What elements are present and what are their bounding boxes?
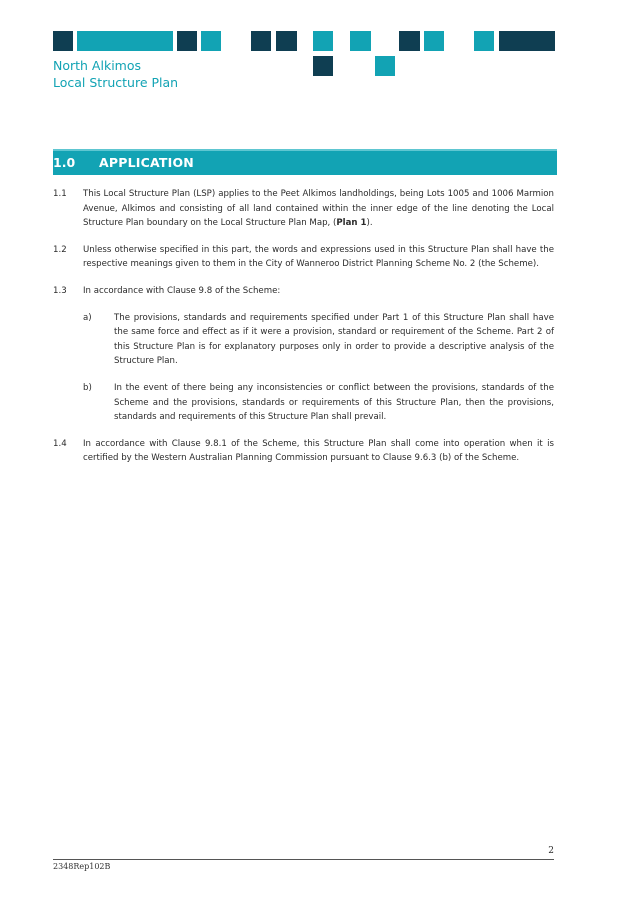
clause-text bbox=[83, 187, 554, 231]
section-title: APPLICATION bbox=[99, 155, 194, 170]
clause-text: In accordance with Clause 9.8.1 of the Scheme, this Structure Plan shall come into operation when it is certified by the Western Australian Planning Commission pursuant to Clause 9.6.3 (b) of the Scheme. bbox=[83, 438, 554, 464]
clause-number: 1.1 bbox=[53, 189, 67, 199]
clause-text: Unless otherwise specified in this part, the words and expressions used in this Structure Plan shall have the respective meanings given to them in the City of Wanneroo District Planning Scheme No. 2 (the Scheme). bbox=[83, 244, 554, 270]
logo-block bbox=[375, 56, 395, 76]
subclause-text: In the event of there being any inconsistencies or conflict between the provisions, standards of the Scheme and the provisions, standards or requirements of this Structure Plan, then the provisions, standards and requirements of this Structure Plan shall prevail. bbox=[114, 382, 554, 423]
section-heading bbox=[53, 149, 557, 175]
brand-line-2: Local Structure Plan bbox=[53, 75, 179, 90]
clause-1-2 bbox=[53, 243, 554, 272]
logo-block bbox=[251, 31, 271, 51]
subclause-label: b) bbox=[83, 382, 92, 393]
clause-text-part: ). bbox=[366, 218, 373, 229]
clause-1-1 bbox=[53, 187, 554, 231]
logo-block bbox=[53, 31, 73, 51]
subclause-label: a) bbox=[83, 312, 92, 323]
clause-number: 1.4 bbox=[53, 438, 67, 449]
logo-block bbox=[350, 31, 371, 51]
footer-divider bbox=[53, 859, 554, 860]
document-reference: 2348Rep102B bbox=[53, 862, 111, 871]
plan-reference: Plan 1 bbox=[336, 218, 367, 229]
logo-block bbox=[313, 56, 333, 76]
logo-block bbox=[276, 31, 297, 51]
clause-number: 1.3 bbox=[53, 285, 67, 296]
clause-text-part: This Local Structure Plan (LSP) applies to the Peet Alkimos landholdings, being Lots 1005 and 1006 Marmion Avenue, Alkimos and consisting of all land contained within the inner edge of the line denoting the Local Structure Plan boundary on the Local Structure Plan Map, ( bbox=[83, 189, 554, 229]
section-number: 1.0 bbox=[53, 155, 76, 170]
clause-1-3 bbox=[53, 284, 554, 299]
subclause-b bbox=[83, 381, 554, 425]
clause-text: In accordance with Clause 9.8 of the Scheme: bbox=[83, 285, 281, 296]
logo-block bbox=[399, 31, 420, 51]
subclause-a bbox=[83, 311, 554, 369]
logo-block bbox=[201, 31, 221, 51]
subclause-text: The provisions, standards and requirements specified under Part 1 of this Structure Plan shall have the same force and effect as if it were a provision, standard or requirement of the Scheme. Part 2 of this Structure Plan is for explanatory purposes only in order to provide a descriptive analysis of the Structure Plan. bbox=[114, 312, 554, 367]
logo-block bbox=[424, 31, 444, 51]
brand-line-1: North Alkimos bbox=[53, 58, 142, 73]
logo-block bbox=[499, 31, 555, 51]
clause-1-4 bbox=[53, 437, 554, 466]
logo-block bbox=[177, 31, 197, 51]
logo-block bbox=[313, 31, 333, 51]
logo-block bbox=[77, 31, 173, 51]
page-number: 2 bbox=[548, 846, 554, 856]
logo-block bbox=[474, 31, 494, 51]
document-body bbox=[53, 187, 554, 478]
clause-number: 1.2 bbox=[53, 244, 67, 255]
brand-title bbox=[53, 57, 178, 91]
